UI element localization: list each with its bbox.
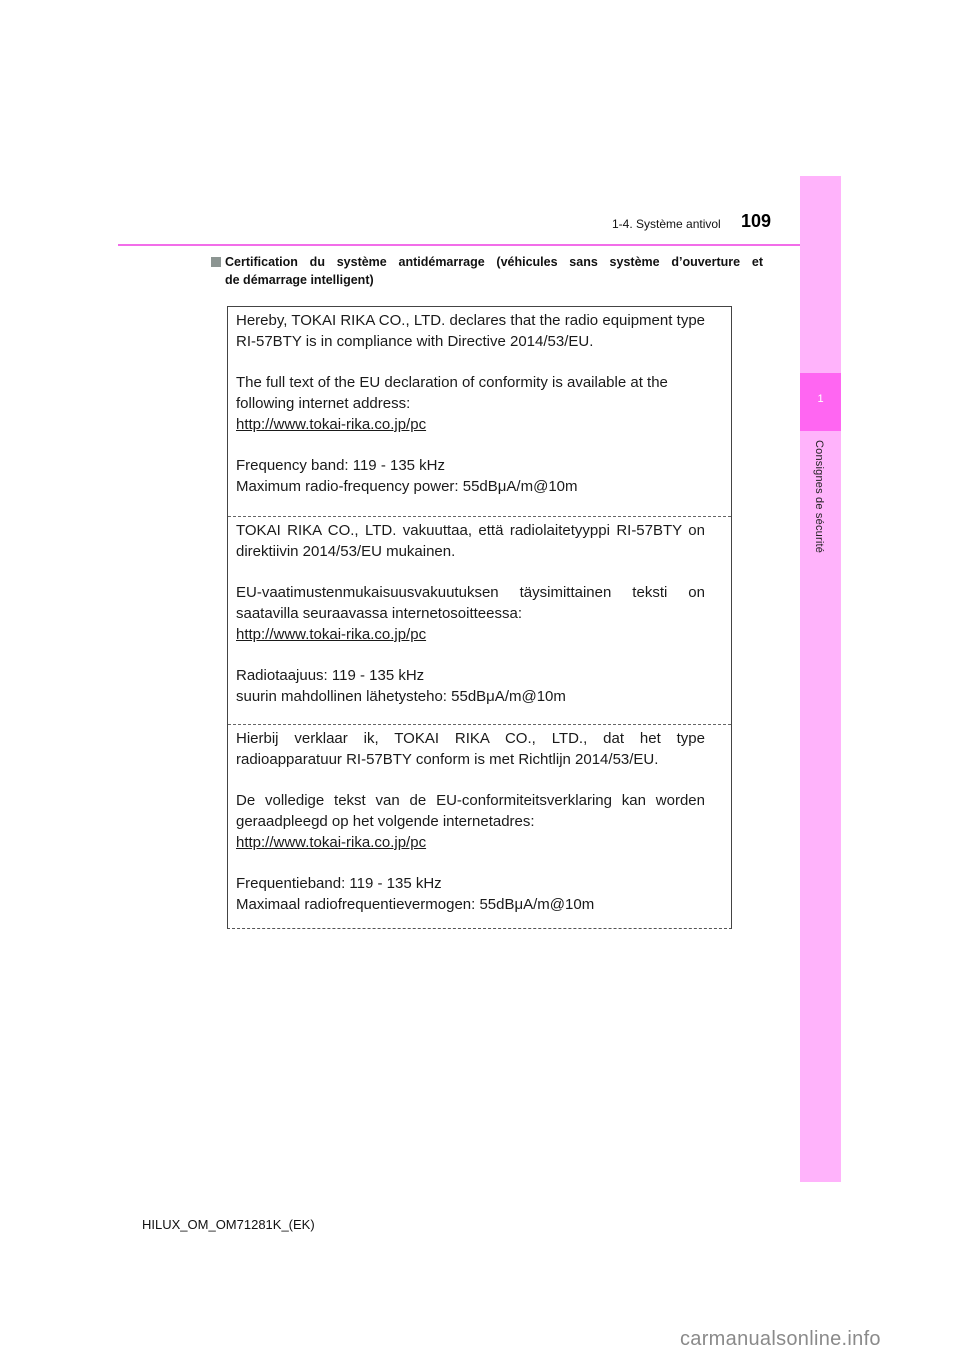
heading-line-1: Certification du système antidémarrage (véhicules sans système d’ouverture et	[225, 255, 763, 269]
heading-line-2: de démarrage intelligent)	[225, 273, 374, 287]
conformity-line-2: geraadpleegd op het volgende internetadres:	[236, 813, 535, 830]
chapter-label: Consignes de sécurité	[813, 440, 825, 554]
frequency-band: Frequency band: 119 - 135 kHz	[236, 457, 446, 474]
section-heading	[211, 253, 763, 289]
max-power: suurin mahdollinen lähetysteho: 55dBμA/m@10m	[236, 688, 566, 705]
chapter-number: 1	[817, 393, 824, 405]
declaration-url-link[interactable]: http://www.tokai-rika.co.jp/pc	[236, 834, 427, 851]
statement-line-1: Hierbij verklaar ik, TOKAI RIKA CO., LTD., dat het type	[236, 730, 705, 747]
square-bullet-icon	[211, 257, 221, 267]
statement-line-2: RI-57BTY is in compliance with Directive 2014/53/EU.	[236, 333, 594, 350]
declaration-finnish	[228, 516, 731, 725]
declaration-url-link[interactable]: http://www.tokai-rika.co.jp/pc	[236, 416, 427, 433]
conformity-line-1: De volledige tekst van de EU-conformiteitsverklaring kan worden	[236, 792, 705, 809]
footer-document-id: HILUX_OM_OM71281K_(EK)	[142, 1217, 315, 1232]
declaration-dutch	[228, 724, 731, 930]
declaration-url-link[interactable]: http://www.tokai-rika.co.jp/pc	[236, 626, 427, 643]
header-rule-divider	[118, 244, 841, 246]
statement-line-2: radioapparatuur RI-57BTY conform is met Richtlijn 2014/53/EU.	[236, 751, 659, 768]
chapter-side-tab	[800, 176, 841, 1182]
declaration-english	[228, 307, 731, 516]
frequency-band: Frequentieband: 119 - 135 kHz	[236, 875, 442, 892]
statement-line-2: direktiivin 2014/53/EU mukainen.	[236, 543, 456, 560]
conformity-line-2: saatavilla seuraavassa internetosoitteessa:	[236, 605, 522, 622]
max-power: Maximaal radiofrequentievermogen: 55dBμA/m@10m	[236, 896, 595, 913]
conformity-line-1: The full text of the EU declaration of conformity is available at the	[236, 374, 668, 391]
frequency-band: Radiotaajuus: 119 - 135 kHz	[236, 667, 425, 684]
conformity-line-1: EU-vaatimustenmukaisuusvakuutuksen täysimittainen teksti on	[236, 584, 705, 601]
watermark-text: carmanualsonline.info	[680, 1328, 881, 1350]
max-power: Maximum radio-frequency power: 55dBμA/m@10m	[236, 478, 578, 495]
header-section-title: 1-4. Système antivol	[612, 217, 721, 231]
conformity-line-2: following internet address:	[236, 395, 411, 412]
declaration-box	[227, 306, 732, 929]
statement-line-1: Hereby, TOKAI RIKA CO., LTD. declares that the radio equipment type	[236, 312, 705, 329]
page-number: 109	[741, 211, 772, 231]
statement-line-1: TOKAI RIKA CO., LTD. vakuuttaa, että radiolaitetyyppi RI-57BTY on	[236, 522, 705, 539]
